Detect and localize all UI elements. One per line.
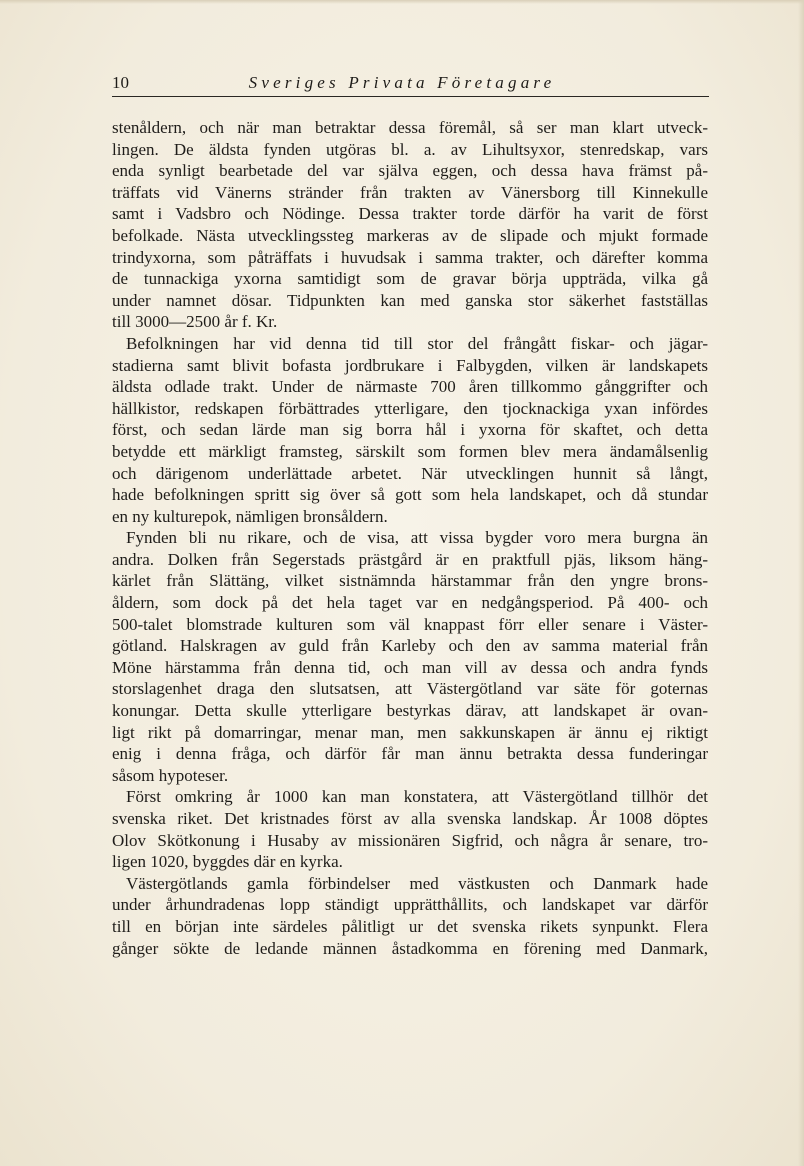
text-line: stenåldern, och när man betraktar dessa föremål, så ser man klart utveck-: [112, 118, 708, 137]
text-line: samt i Vadsbro och Nödinge. Dessa trakter torde därför ha varit de först: [112, 204, 708, 224]
page-header: [112, 70, 709, 97]
page-number: 10: [112, 73, 129, 92]
text-line: åldern, som dock på det hela taget var en nedgångsperiod. På 400- och: [112, 593, 708, 613]
text-line: hade befolkningen spritt sig över så gott som hela landskapet, och då stundar: [112, 485, 708, 505]
text-line: gånger sökte de ledande männen åstadkomma en förening med Danmark,: [112, 938, 708, 958]
text-line: ligen 1020, byggdes där en kyrka.: [112, 852, 343, 872]
text-line: enda synligt bearbetade del var själva eggen, och dessa hava främst på-: [112, 161, 708, 181]
text-line: kärlet från Slättäng, vilket sistnämnda härstammar från den yngre brons-: [112, 571, 708, 591]
text-line: trindyxorna, som påträffats i huvudsak i samma trakter, och därefter komma: [112, 247, 708, 267]
text-line: befolkade. Nästa utvecklingssteg markeras av de slipade och mjukt formade: [112, 225, 708, 245]
text-line: andra. Dolken från Segerstads prästgård är en praktfull pjäs, liksom häng-: [112, 549, 708, 569]
text-line: träffats vid Vänerns stränder från trakten av Vänersborg till Kinnekulle: [112, 182, 708, 202]
text-line: äldsta odlade trakt. Under de närmaste 700 åren tillkommo gånggrifter och: [112, 377, 708, 397]
text-line: under namnet dösar. Tidpunkten kan med ganska stor säkerhet fastställas: [112, 290, 708, 310]
text-line: 500-talet blomstrade kulturen som väl knappast förr eller senare i Väster-: [112, 614, 708, 634]
text-line: Fynden bli nu rikare, och de visa, att vissa bygder voro mera burgna än: [126, 528, 708, 548]
text-line: Först omkring år 1000 kan man konstatera, att Västergötland tillhör det: [126, 787, 708, 807]
text-line: ligt rikt på domarringar, menar man, men sakkunskapen är ännu ej riktigt: [112, 722, 708, 742]
text-line: götland. Halskragen av guld från Karleby och den av samma material från: [112, 636, 708, 656]
text-line: en ny kulturepok, nämligen bronsåldern.: [112, 506, 388, 526]
paragraph: [112, 786, 708, 872]
text-line: betydde ett märkligt framsteg, särskilt som formen blev mera ändamålsenlig: [112, 441, 708, 461]
text-line: Möne härstamma från denna tid, och man vill av dessa och andra fynds: [112, 657, 708, 677]
text-line: lingen. De äldsta fynden utgöras bl. a. av Lihultsyxor, stenredskap, vars: [112, 139, 708, 159]
paragraph: [112, 117, 708, 333]
text-line: under århundradenas lopp ständigt upprätthållits, och landskapet var därför: [112, 895, 708, 915]
paragraph: [112, 527, 708, 786]
paragraph: [112, 333, 708, 527]
text-line: Västergötlands gamla förbindelser med västkusten och Danmark hade: [126, 873, 708, 893]
text-line: stadierna samt blivit bofasta jordbrukare i Falbygden, vilken är landskapets: [112, 355, 708, 375]
text-line: hällkistor, redskapen förbättrades ytterligare, den tjocknackiga yxan infördes: [112, 398, 708, 418]
text-line: och därigenom underlättade arbetet. När utvecklingen hunnit så långt,: [112, 463, 708, 483]
text-line: storslagenhet draga den slutsatsen, att Västergötland var säte för goternas: [112, 679, 708, 699]
body-text: [112, 117, 708, 959]
text-line: Olov Skötkonung i Husaby av missionären Sigfrid, och några år senare, tro-: [112, 830, 708, 850]
text-line: såsom hypoteser.: [112, 765, 229, 785]
running-title: Sveriges Privata Företagare: [248, 73, 556, 92]
page-right-edge: [798, 0, 804, 1166]
paragraph: [112, 873, 708, 959]
text-line: till en början inte särdeles pålitligt ur det svenska rikets synpunkt. Flera: [112, 916, 708, 936]
page-top-edge: [0, 0, 804, 4]
text-line: enig i denna fråga, och därför får man ännu betrakta dessa funderingar: [112, 744, 708, 764]
text-line: först, och sedan lärde man sig borra hål i yxorna för skaftet, och detta: [112, 420, 708, 440]
text-line: konungar. Detta skulle ytterligare bestyrkas därav, att landskapet är ovan-: [112, 701, 708, 721]
text-line: till 3000—2500 år f. Kr.: [112, 312, 278, 332]
text-line: Befolkningen har vid denna tid till stor del frångått fiskar- och jägar-: [126, 333, 708, 353]
text-line: svenska riket. Det kristnades först av alla svenska landskap. År 1008 döptes: [112, 809, 708, 828]
text-line: de tunnackiga yxorna samtidigt som de gravar börja uppträda, vilka gå: [112, 269, 708, 289]
